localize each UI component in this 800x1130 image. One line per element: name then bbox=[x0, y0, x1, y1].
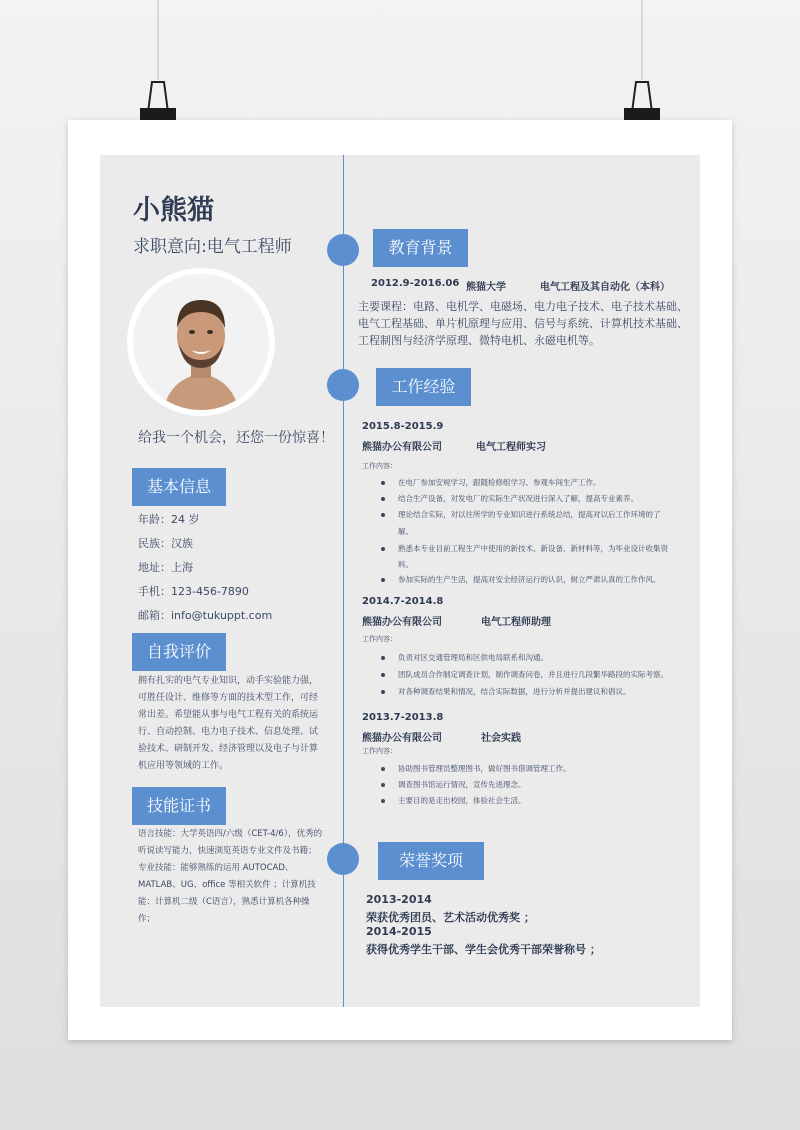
job-3-role: 社会实践 bbox=[481, 733, 521, 744]
job-intent: 求职意向:电气工程师 bbox=[133, 237, 292, 257]
job-1-bullet-5: 参加实际的生产生活，提高对安全经济运行的认识，树立严肃认真的工作作风。 bbox=[398, 575, 661, 584]
info-email: 邮箱：info@tukuppt.com bbox=[138, 609, 273, 622]
job-1-bullet-2: 结合生产设备，对发电厂的实际生产状况进行深入了解，提高专业素养。 bbox=[398, 494, 638, 503]
education-courses: 主要课程：电路、电机学、电磁场、电力电子技术、电子技术基础、电气工程基础、单片机原理与应用、信号与系统、计算机技术基础、工程制图与经济学原理、微特电机、永磁电机等。 bbox=[358, 300, 688, 347]
education-school: 熊猫大学 bbox=[466, 282, 506, 293]
job-2-bullet-1: 负责对区交通管理局和区供电局联系和沟通。 bbox=[398, 653, 548, 662]
education-major: 电气工程及其自动化（本科） bbox=[540, 282, 670, 293]
job-3-bullet-2: 调查图书馆运行情况，宣传先进理念。 bbox=[398, 780, 526, 789]
job-3-company: 熊猫办公有限公司 bbox=[362, 733, 442, 744]
section-tag-basic-info: 基本信息 bbox=[132, 468, 226, 506]
bullet-dot bbox=[381, 481, 385, 485]
skills-text: 语言技能：大学英语四/六级（CET-4/6），优秀的听说读写能力，快速浏览英语专业文件及书籍；专业技能：能够熟练的运用 AUTOCAD、MATLAB、UG、office 等相关软件 ；计算机技能：计算机二级（C语言），熟悉计算机各种操作； bbox=[138, 829, 323, 924]
binder-clip-right bbox=[622, 0, 662, 140]
job-2-bullet-2: 团队成员合作制定调查计划，制作调查问卷，并且进行几段繁华路段的实际考察。 bbox=[398, 670, 668, 679]
job-1-bullet-4-cont: 料。 bbox=[398, 560, 413, 569]
bullet-dot bbox=[381, 783, 385, 787]
section-tag-skills: 技能证书 bbox=[132, 787, 226, 825]
job-1-content-label: 工作内容： bbox=[362, 462, 397, 470]
job-1-role: 电气工程师实习 bbox=[476, 442, 546, 453]
bullet-dot bbox=[381, 690, 385, 694]
job-1-bullet-3: 理论结合实际，对以往所学的专业知识进行系统总结，提高对以后工作环境的了 bbox=[398, 510, 661, 519]
job-3-period: 2013.7-2013.8 bbox=[362, 712, 444, 723]
job-1-period: 2015.8-2015.9 bbox=[362, 421, 444, 432]
job-1-company: 熊猫办公有限公司 bbox=[362, 442, 442, 453]
job-2-company: 熊猫办公有限公司 bbox=[362, 617, 442, 628]
timeline-dot-education bbox=[327, 234, 359, 266]
timeline-line bbox=[343, 155, 344, 1007]
job-2-period: 2014.7-2014.8 bbox=[362, 596, 444, 607]
portrait-image bbox=[133, 274, 269, 410]
bullet-dot bbox=[381, 767, 385, 771]
job-1-bullet-3-cont: 解。 bbox=[398, 527, 413, 536]
bullet-dot bbox=[381, 547, 385, 551]
info-phone: 手机：123-456-7890 bbox=[138, 585, 249, 598]
bullet-dot bbox=[381, 799, 385, 803]
bullet-dot bbox=[381, 497, 385, 501]
timeline-dot-honors bbox=[327, 843, 359, 875]
info-ethnicity: 民族：汉族 bbox=[138, 537, 193, 550]
job-3-content-label: 工作内容： bbox=[362, 747, 397, 755]
honor-period-1: 2013-2014 bbox=[366, 893, 432, 906]
section-tag-honors: 荣誉奖项 bbox=[378, 842, 484, 880]
info-age: 年龄：24 岁 bbox=[138, 513, 200, 526]
bullet-dot bbox=[381, 578, 385, 582]
education-period: 2012.9-2016.06 bbox=[371, 278, 460, 289]
section-tag-work: 工作经验 bbox=[376, 368, 471, 406]
binder-clip-left bbox=[138, 0, 178, 140]
job-2-role: 电气工程师助理 bbox=[481, 617, 551, 628]
job-1-bullet-1: 在电厂参加安规学习，跟随检修组学习、参观车间生产工作。 bbox=[398, 478, 601, 487]
job-2-content-label: 工作内容： bbox=[362, 635, 397, 643]
job-2-bullet-3: 对各种调查结果和情况，结合实际数据，进行分析并提出建议和倡议。 bbox=[398, 687, 631, 696]
candidate-name: 小熊猫 bbox=[133, 195, 214, 226]
slogan: 给我一个机会，还您一份惊喜！ bbox=[138, 430, 334, 446]
bullet-dot bbox=[381, 513, 385, 517]
honor-period-2: 2014-2015 bbox=[366, 925, 432, 938]
bullet-dot bbox=[381, 673, 385, 677]
info-address: 地址：上海 bbox=[138, 561, 193, 574]
section-tag-education: 教育背景 bbox=[373, 229, 468, 267]
bullet-dot bbox=[381, 656, 385, 660]
honor-item-2: 获得优秀学生干部、学生会优秀干部荣誉称号 ； bbox=[366, 943, 601, 956]
avatar bbox=[127, 268, 275, 416]
section-tag-self-evaluation: 自我评价 bbox=[132, 633, 226, 671]
job-3-bullet-3: 主要目的是走出校园，体验社会生活。 bbox=[398, 796, 526, 805]
self-evaluation-text: 拥有扎实的电气专业知识，动手实验能力强，可胜任设计、维修等方面的技术型工作，可经常出差。希望能从事与电气工程有关的系统运行、自动控制、电力电子技术、信息处理、试验技术、研制开发、经济管理以及电子与计算机应用等领域的工作。 bbox=[138, 676, 319, 771]
job-3-bullet-1: 协助图书管理员整理图书，做好图书借调管理工作。 bbox=[398, 764, 571, 773]
timeline-dot-work bbox=[327, 369, 359, 401]
job-1-bullet-4: 熟悉本专业目前工程生产中使用的新技术、新设备、新材料等，为毕业设计收集资 bbox=[398, 544, 668, 553]
honor-item-1: 荣获优秀团员、艺术活动优秀奖 ； bbox=[366, 911, 535, 924]
